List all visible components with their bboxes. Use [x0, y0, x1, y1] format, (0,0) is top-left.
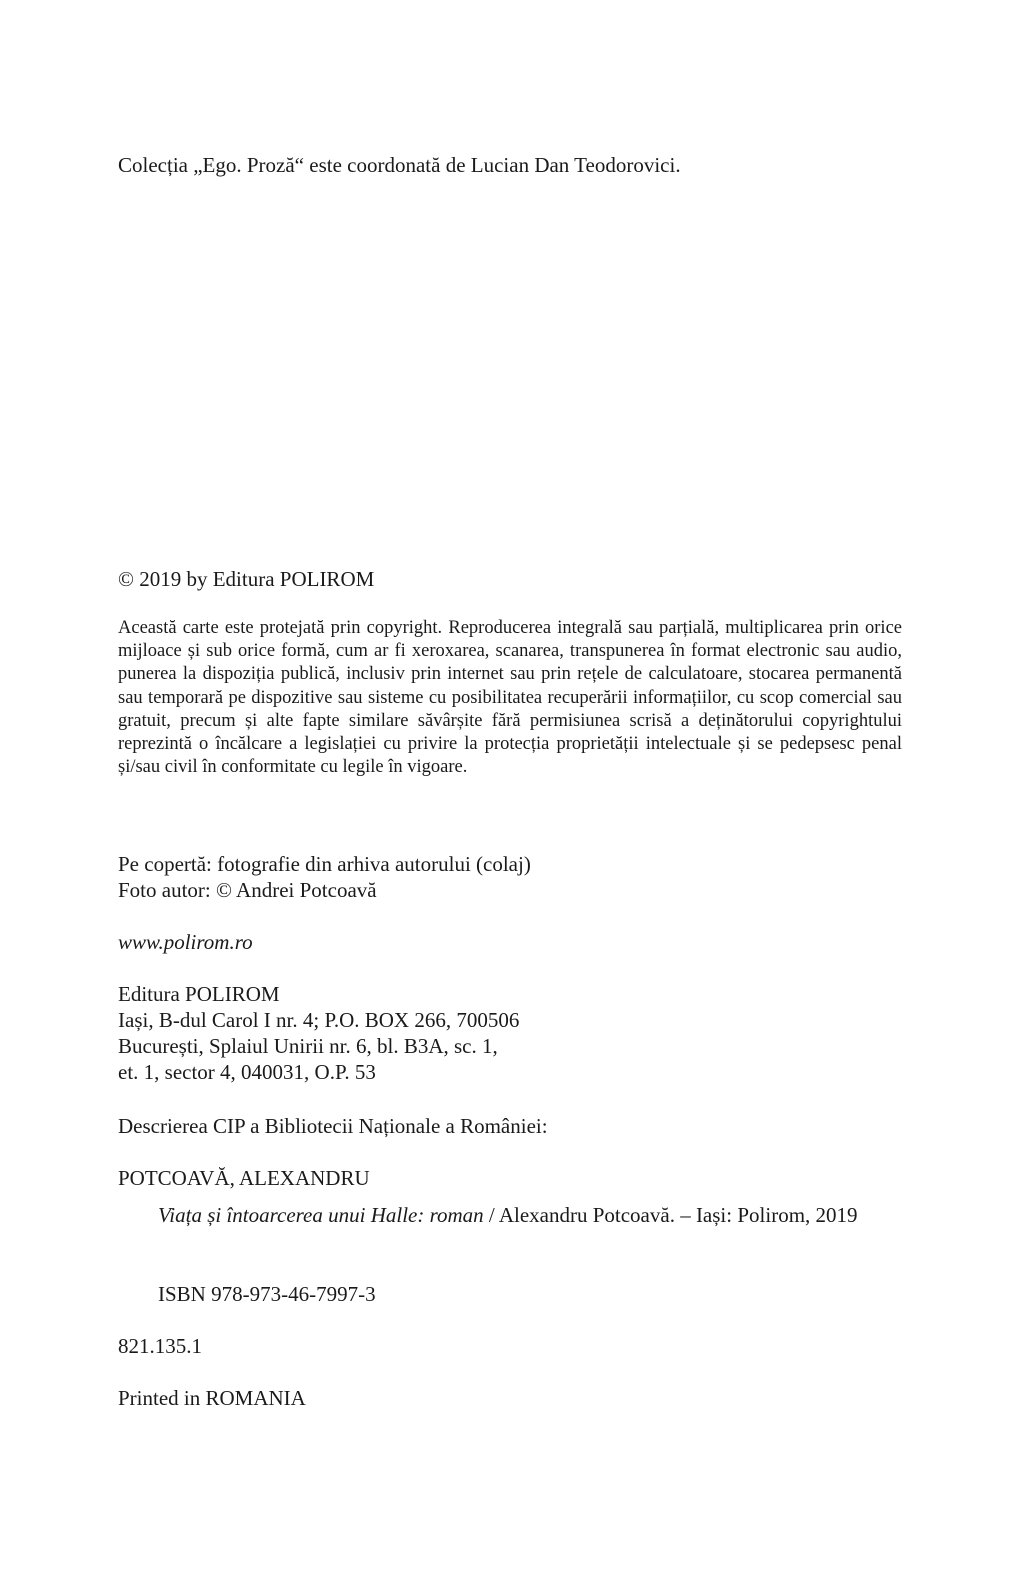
cip-author: POTCOAVĂ, ALEXANDRU: [118, 1166, 370, 1190]
cip-isbn: ISBN 978-973-46-7997-3: [158, 1282, 376, 1306]
cip-statement: / Alexandru Potcoavă. – Iași: Polirom, 2019: [483, 1203, 858, 1227]
publisher-address: [118, 981, 902, 1085]
copyright-notice: Această carte este protejată prin copyright. Reproducerea integrală sau parțială, multiplicarea prin orice mijloace și sub orice formă, cum ar fi xeroxarea, scanarea, transpunerea în format electronic sau audio, punerea la dispoziția publică, inclusiv prin internet sau prin rețele de calculatoare, stocarea permanentă sau temporară pe dispozitive sau sisteme cu posibilitatea recuperării informațiilor, cu scop comercial sau gratuit, precum și alte fapte similare săvârșite fără permisiunea scrisă a deținătorului copyrightului reprezintă o încălcare a legislației cu privire la protecția proprietății intelectuale și se pedepsesc penal și/sau civil în conformitate cu legile în vigoare.: [118, 618, 902, 778]
copyright-line: © 2019 by Editura POLIROM: [118, 567, 375, 591]
website-link[interactable]: www.polirom.ro: [118, 930, 253, 954]
printed-in: Printed in ROMANIA: [118, 1386, 306, 1410]
collection-note: Colecția „Ego. Proză“ este coordonată de Lucian Dan Teodorovici.: [118, 153, 681, 177]
address-bucuresti-line1: București, Splaiul Unirii nr. 6, bl. B3A, sc. 1,: [118, 1034, 498, 1058]
address-bucuresti-line2: et. 1, sector 4, 040031, O.P. 53: [118, 1060, 376, 1084]
cip-classification: 821.135.1: [118, 1334, 202, 1358]
cover-credit: Pe copertă: fotografie din arhiva autorului (colaj): [118, 852, 531, 876]
cip-entry: [118, 1202, 902, 1228]
publisher-name: Editura POLIROM: [118, 982, 280, 1006]
address-iasi: Iași, B-dul Carol I nr. 4; P.O. BOX 266, 700506: [118, 1008, 520, 1032]
cip-title: Viața și întoarcerea unui Halle: roman: [158, 1203, 484, 1227]
credits: [118, 851, 902, 903]
photo-credit: Foto autor: © Andrei Potcoavă: [118, 878, 377, 902]
cip-heading: Descrierea CIP a Bibliotecii Naționale a României:: [118, 1114, 548, 1138]
